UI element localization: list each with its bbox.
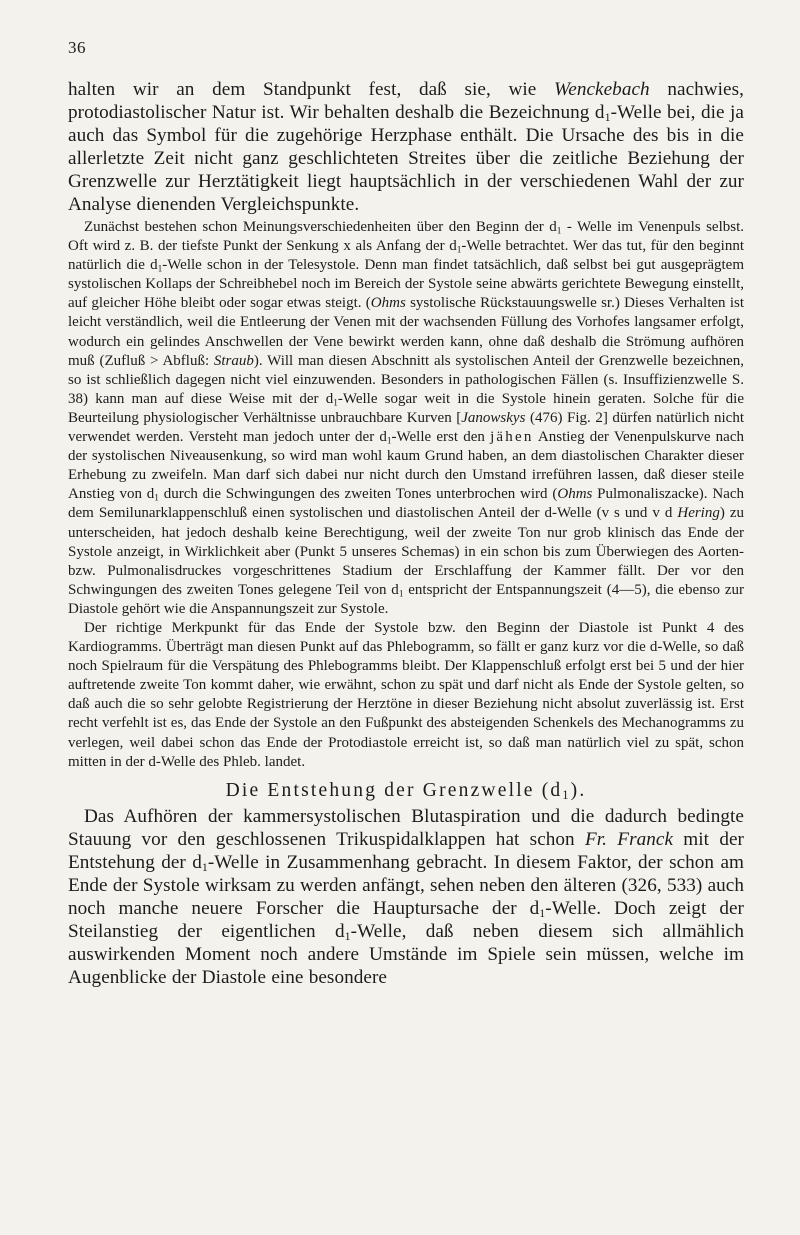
section-heading: Die Entstehung der Grenzwelle $(d_1)$. [225, 779, 587, 802]
italic-author: Ohms [370, 295, 406, 312]
subscript: 1 [556, 226, 562, 237]
page-body [68, 78, 744, 989]
subscript: 1 [201, 859, 208, 874]
italic-author: Straub [213, 352, 254, 369]
italic-author: Ohms [557, 486, 593, 503]
spaced-text: jähen [490, 429, 534, 446]
page-number: 36 [68, 38, 86, 57]
paragraph-merkpunkt: Der richtige Merkpunkt für das Ende der Systole bzw. den Beginn der Diastole ist Punkt 4 des Kardiogramms. Überträgt man diesen Punkt auf das Phlebogramm, so fällt er ganz kurz vor die d-Welle, so daß noch Spielraum für die Verspätung des Phlebogramms bleibt. Der Klappenschluß erfolgt erst bei 5 und der hier auftretende zweite Ton kommt daher, wie erwähnt, schon zu spät und darf nicht als Ende der Systole gelten, so daß auch die so sehr gelobte Registrierung der Herztöne in dieser Beziehung nicht absolut zuverlässig ist. Erst recht verfehlt ist es, das Ende der Systole an den Fußpunkt des absteigenden Schenkels des Mechanogramms zu verlegen, weil dabei schon das Ende der Protodiastole erreicht ist, so daß man natürlich viel zu spät, schon mitten in der d-Welle des Phleb. landet. [68, 619, 744, 770]
subscript: 1 [539, 905, 546, 920]
subscript: 1 [386, 436, 392, 447]
subscript: 1 [344, 928, 351, 943]
subscript: 1 [456, 245, 462, 256]
subscript: 1 [154, 493, 159, 504]
subscript: 1 [604, 109, 611, 124]
paragraph-intro: halten wir an dem Standpunkt fest, daß sie, wie Wenckebach nachwies, protodiastolischer Natur ist. Wir behalten deshalb die Bezeichnung $d_1$-Welle bei, die ja auch das Symbol für die zugehörige Herzphase enthält. Die Ursache des bis in die allerletzte Zeit nicht ganz geschlichteten Streites über die zeitliche Beziehung der Grenzwelle zur Herztätigkeit liegt hauptsächlich in der verschiedenen Wahl der zur Analyse dienenden Vergleichspunkte. [68, 79, 744, 215]
italic-author: Fr. Franck [585, 828, 674, 850]
subscript: 1 [398, 589, 404, 600]
italic-author: Wenckebach [554, 79, 650, 100]
subscript: 1 [333, 398, 338, 409]
italic-author: Janowskys [461, 409, 526, 426]
subscript: 1 [157, 264, 163, 275]
italic-author: Hering [677, 505, 720, 522]
subscript: 1 [562, 787, 571, 802]
paragraph-entstehung: Das Aufhören der kammersystolischen Blutaspiration und die dadurch bedingte Stauung vor den geschlossenen Trikuspidalklappen hat schon Fr. Franck mit der Entstehung der $d_1$-Welle in Zusammenhang gebracht. In diesem Faktor, der schon am Ende der Systole wirksam zu werden anfängt, sehen neben den älteren (326, 533) auch noch manche neuere Forscher die Hauptursache der $d_1$-Welle. Doch zeigt der Steilanstieg der eigentlichen $d_1$-Welle, daß neben diesem sich allmählich auswirkenden Moment noch andere Umstände im Spiele sein müssen, welche im Augenblicke der Diastole eine besondere [68, 805, 745, 988]
paragraph-venous-pulse: Zunächst bestehen schon Meinungsverschiedenheiten über den Beginn der $d_1$ - Welle im Venenpuls selbst. Oft wird z. B. der tiefste Punkt der Senkung x als Anfang der $d_1$-Welle betrachtet. Wer das tut, für den beginnt natürlich die $d_1$-Welle schon in der Telesystole. Denn man findet tatsächlich, daß selbst bei gut ausgeprägtem systolischen Kollaps der Schreibhebel noch im Bereich der Systole seine abwärts gerichtete Bewegung einstellt, auf gleicher Höhe bleibt oder sogar etwas steigt. (Ohms systolische Rückstauungswelle sr.) Dieses Verhalten ist leicht verständlich, weil die Entleerung der Venen mit der wachsenden Füllung des Vorhofes langsamer erfolgt, wodurch ein gelindes Anschwellen der Vene bewirkt werden kann, ohne daß deshalb die Strömung aufhören muß (Zufluß > Abfluß: Straub). Will man diesen Abschnitt als systolischen Anteil der Grenzwelle bezeichnen, so ist schließlich dagegen nicht viel einzuwenden. Besonders in pathologischen Fällen (s. Insuffizienzwelle S. 38) kann man auf diese Weise mit der $d_1$-Welle sogar weit in die Systole hinein geraten. Solche für die Beurteilung physiologischer Verhältnisse unbrauchbare Kurven [Janowskys (476) Fig. 2] dürfen natürlich nicht verwendet werden. Versteht man jedoch unter der $d_1$-Welle erst den jähen Anstieg der Venenpulskurve nach der systolischen Niveausenkung, so wird man wohl kaum Grund haben, an dem diastolischen Charakter dieser Erhebung zu zweifeln. Man darf sich dabei nur nicht durch den Umstand irreführen lassen, daß dieser steile Anstieg von $d_1$ durch die Schwingungen des zweiten Tones unterbrochen wird (Ohms Pulmonaliszacke). Nach dem Semilunarklappenschluß einen systolischen und diastolischen Anteil der d-Welle (v s und v d Hering) zu unterscheiden, hat jedoch deshalb keine Berechtigung, weil der zweite Ton nur grob klinisch das Ende der Systole anzeigt, in Wirklichkeit aber (Punkt 5 unseres Schemas) in ein schon bis zum Überwiegen des Aorten- bzw. Pulmonalisdruckes vorgeschrittenes Stadium der Erschlaffung der Kammer fällt. Der vor den Schwingungen des zweiten Tones gelegene Teil von $d_1$ entspricht der Entspannungszeit (4—5), die ebenso zur Diastole gehört wie die Anspannungszeit zur Systole. [68, 219, 745, 617]
